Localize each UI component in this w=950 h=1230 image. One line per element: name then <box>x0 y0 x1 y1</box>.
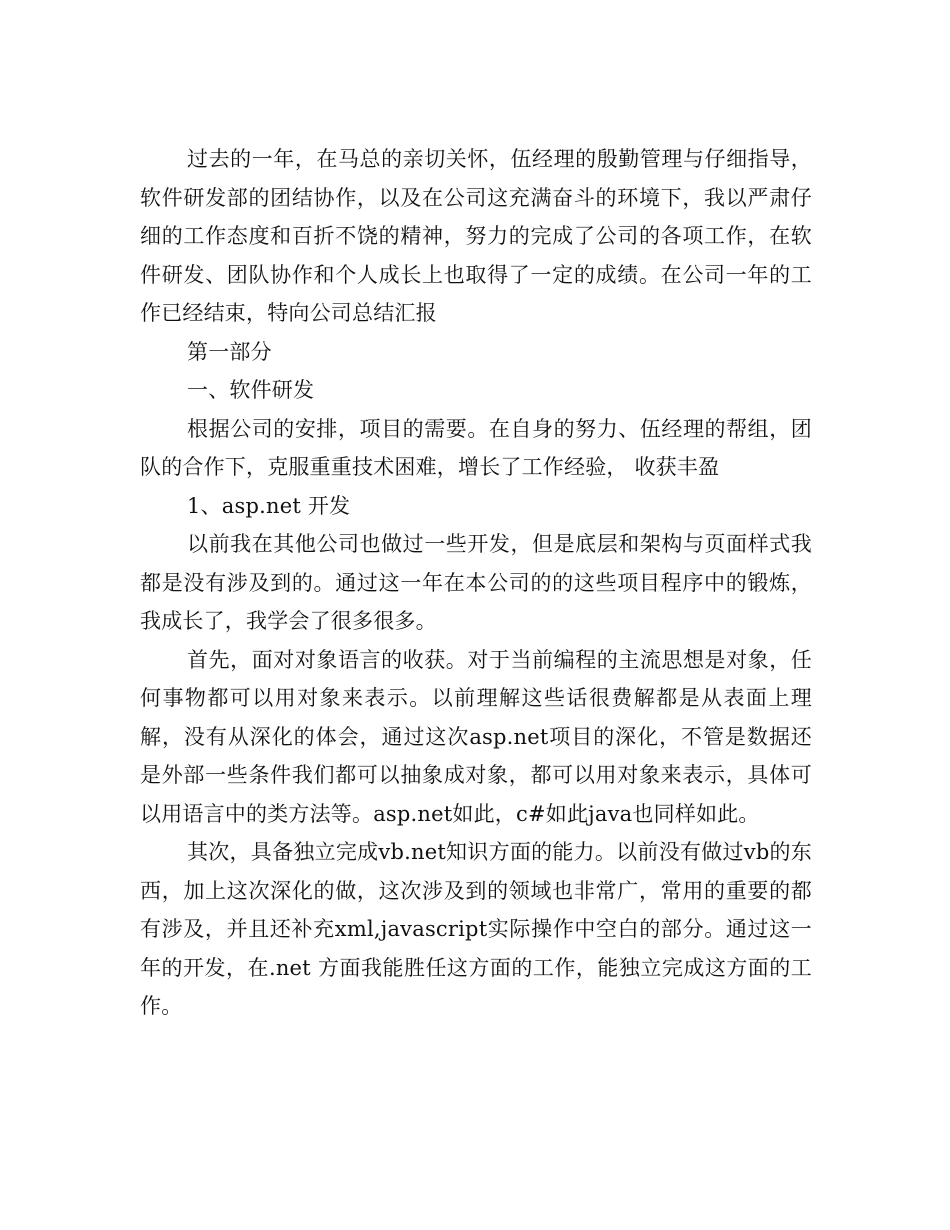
experience-paragraph: 以前我在其他公司也做过一些开发，但是底层和架构与页面样式我都是没有涉及到的。通过这一年在本公司的的这些项目程序中的锻炼，我成长了，我学会了很多很多。 <box>140 532 812 633</box>
section-intro-paragraph: 根据公司的安排，项目的需要。在自身的努力、伍经理的帮组，团队的合作下，克服重重技术困难，增长了工作经验， 收获丰盈 <box>140 416 812 479</box>
intro-paragraph: 过去的一年，在马总的亲切关怀，伍经理的殷勤管理与仔细指导，软件研发部的团结协作，以及在公司这充满奋斗的环境下，我以严肃仔细的工作态度和百折不饶的精神，努力的完成了公司的各项工作，在软件研发、团队协作和个人成长上也取得了一定的成绩。在公司一年的工作已经结束，特向公司总结汇报 <box>140 147 812 325</box>
subsection-heading: 1、asp.net 开发 <box>187 493 351 518</box>
oop-paragraph: 首先，面对对象语言的收获。对于当前编程的主流思想是对象，任何事物都可以用对象来表示。以前理解这些话很费解都是从表面上理解，没有从深化的体会，通过这次asp.net项目的深化，不管是数据还是外部一些条件我们都可以抽象成对象，都可以用对象来表示，具体可以用语言中的类方法等。asp.net如此，c#如此java也同样如此。 <box>140 647 812 826</box>
part-heading: 第一部分 <box>187 339 272 364</box>
vbnet-paragraph: 其次，具备独立完成vb.net知识方面的能力。以前没有做过vb的东西，加上这次深化的做，这次涉及到的领域也非常广，常用的重要的都有涉及，并且还补充xml,javascript实际操作中空白的部分。通过这一年的开发，在.net 方面我能胜任这方面的工作，能独立完成这方面的工作。 <box>140 840 812 1018</box>
document-body <box>140 140 812 1026</box>
section-heading: 一、软件研发 <box>187 378 315 402</box>
